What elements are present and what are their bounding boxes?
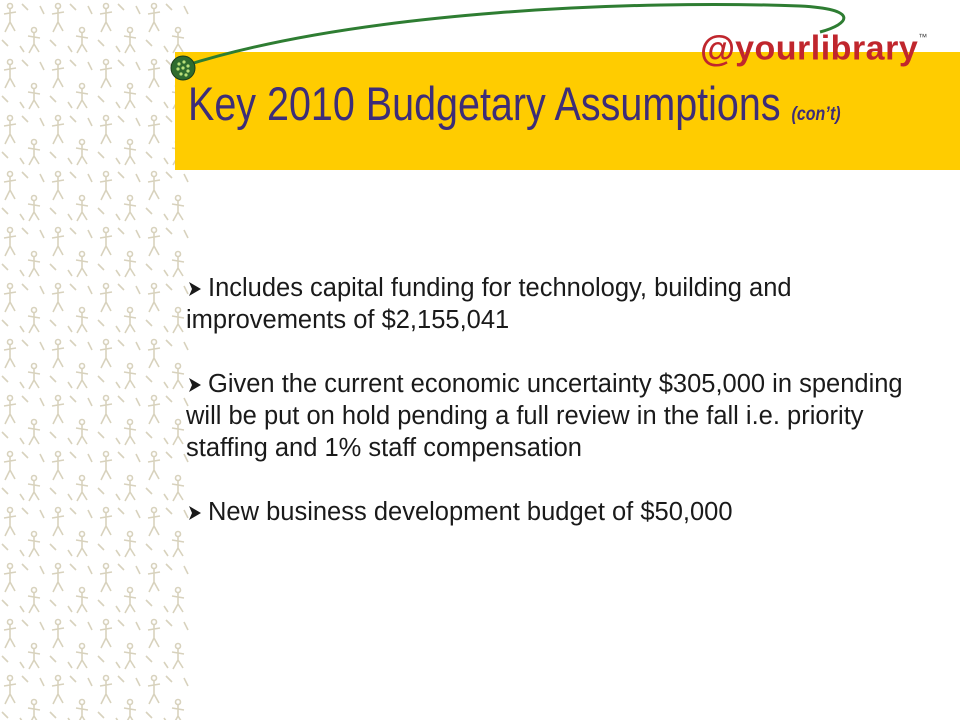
bullet-text: New business development budget of $50,000 xyxy=(208,498,733,526)
bullet-list xyxy=(186,272,926,560)
bullet-item xyxy=(186,496,926,528)
slide-title xyxy=(188,76,841,131)
bullet-text: Includes capital funding for technology, building and improvements of $2,155,041 xyxy=(186,274,792,334)
logo-trademark: ™ xyxy=(918,32,928,42)
library-logo xyxy=(700,28,927,70)
bullet-text: Given the current economic uncertainty $305,000 in spending will be put on hold pending a full review in the fall i.e. priority staffing and 1% staff compensation xyxy=(186,370,903,462)
bullet-item xyxy=(186,272,926,336)
logo-wordmark: yourlibrary xyxy=(735,29,919,68)
slide-title-text: Key 2010 Budgetary Assumptions xyxy=(188,77,781,130)
arrow-bullet-icon xyxy=(186,368,208,400)
arrow-bullet-icon xyxy=(186,272,208,304)
slide-title-suffix: (con’t) xyxy=(791,104,841,125)
logo-at-symbol: @ xyxy=(700,28,736,69)
bullet-item xyxy=(186,368,926,464)
arrow-bullet-icon xyxy=(186,496,208,528)
